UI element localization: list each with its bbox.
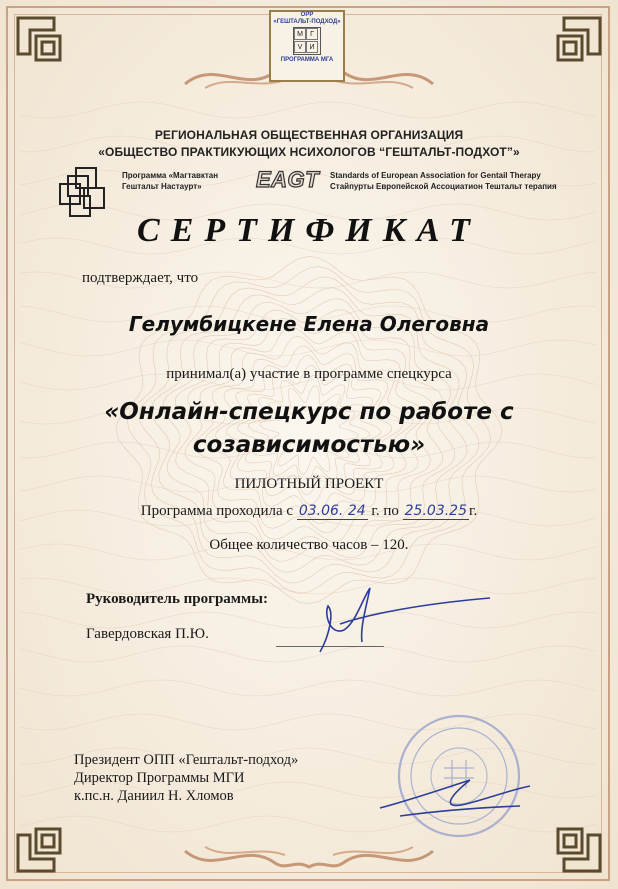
- dates-prefix: Программа проходила с: [140, 503, 294, 519]
- certificate-title: СЕРТИФИКАТ: [137, 212, 481, 249]
- participation-text: принимал(а) участие в программе спецкурса: [166, 366, 452, 382]
- confirms-text: подтверждает, что: [82, 270, 199, 286]
- emblem-cell: V: [294, 41, 306, 53]
- dates-mid: г. по: [371, 503, 399, 519]
- organization-line1: РЕГИОНАЛЬНАЯ ОБЩЕСТВЕННАЯ ОРГАНИЗАЦИЯ: [154, 128, 464, 142]
- program-logo-text: [122, 170, 218, 192]
- dates-suffix: г.: [468, 503, 478, 519]
- director-title: Директор Программы МГИ: [74, 770, 245, 786]
- course-title-line1: «Онлайн-спецкурс по работе с: [104, 399, 514, 425]
- president-title: Президент ОПП «Гештальт-подход»: [74, 752, 299, 768]
- top-emblem: [269, 10, 345, 82]
- emblem-line2: «ГЕШТАЛЬТ-ПОДХОД»: [273, 18, 341, 25]
- leader-heading: Руководитель программы:: [86, 591, 268, 607]
- leader-name: Гавердовская П.Ю.: [86, 626, 209, 642]
- eagt-text: [330, 170, 557, 192]
- leader-signature: [300, 584, 500, 656]
- emblem-grid-icon: [293, 27, 321, 55]
- course-title-line2: созависимостью»: [192, 432, 426, 458]
- emblem-cell: И: [306, 41, 318, 53]
- corner-ornament-bottom-right: [540, 811, 604, 875]
- corner-ornament-top-right: [540, 14, 604, 78]
- corner-ornament-bottom-left: [14, 811, 78, 875]
- emblem-line1: ОРР: [300, 12, 314, 18]
- president-signature: [370, 750, 540, 830]
- eagt-line2: Стайпурты Европейской Ассоциатион Тештальт терапия: [330, 182, 557, 191]
- recipient-name: Гелумбицкене Елена Олеговна: [128, 312, 490, 336]
- eagt-logo: EAGT: [256, 167, 320, 192]
- program-logo-line2: Гештальт Настаурт»: [122, 182, 202, 191]
- pilot-project-label: ПИЛОТНЫЙ ПРОЕКТ: [234, 476, 384, 492]
- program-logo-line1: Программа «Магтавктан: [122, 171, 219, 180]
- bottom-scroll-ornament: [175, 839, 443, 881]
- emblem-cell: М: [294, 28, 306, 40]
- emblem-cell: Г: [306, 28, 318, 40]
- total-hours: Общее количество часов – 120.: [209, 537, 409, 553]
- eagt-line1: Standards of European Association for Gentail Therapy: [330, 171, 541, 180]
- organization-line2: «ОБЩЕСТВО ПРАКТИКУЮЩИХ НСИХОЛОГОВ “ГЕШТАЛЬТ-ПОДХОТ”»: [98, 145, 520, 159]
- president-name: к.пс.н. Даниил Н. Хломов: [74, 788, 234, 804]
- program-dates: [0, 503, 618, 520]
- corner-ornament-top-left: [14, 14, 78, 78]
- date-from: 03.06. 24: [298, 503, 366, 519]
- emblem-line3: ПРОГРАММА МГА: [280, 57, 334, 64]
- date-to: 25.03.25: [404, 503, 467, 519]
